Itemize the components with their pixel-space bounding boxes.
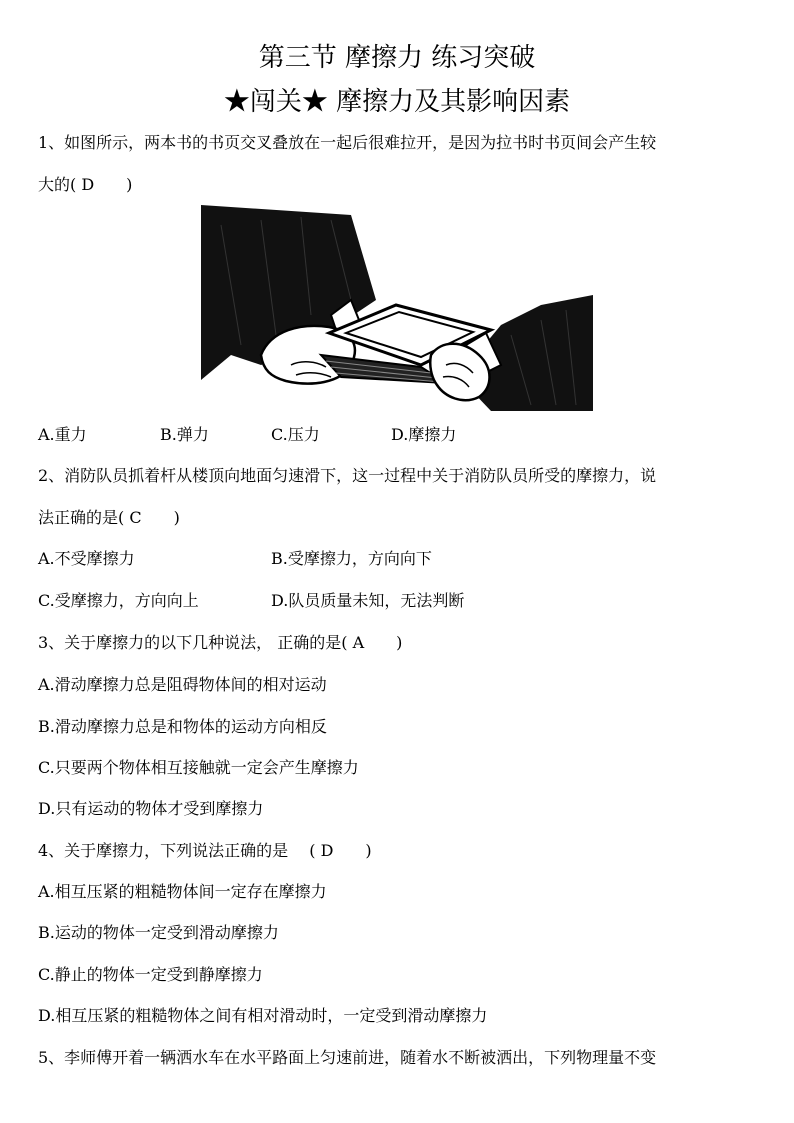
question-1-option-c: C.压力 <box>271 425 320 444</box>
question-4-option-c: C.静止的物体一定受到静摩擦力 <box>38 965 263 984</box>
question-3-option-a: A.滑动摩擦力总是阻碍物体间的相对运动 <box>38 675 327 694</box>
question-4-text: 4、关于摩擦力，下列说法正确的是 ( D ) <box>38 841 372 860</box>
question-3-option-b: B.滑动摩擦力总是和物体的运动方向相反 <box>38 717 327 736</box>
question-4-option-d: D.相互压紧的粗糙物体之间有相对滑动时，一定受到滑动摩擦力 <box>38 1006 488 1025</box>
question-5-text: 5、李师傅开着一辆洒水车在水平路面上匀速前进，随着水不断被洒出，下列物理量不变 <box>38 1048 657 1067</box>
section-subtitle: ★闯关★ 摩擦力及其影响因素 <box>223 87 571 117</box>
question-1-option-b: B.弹力 <box>160 425 209 444</box>
question-1-option-a: A.重力 <box>38 425 87 444</box>
question-2-option-d: D.队员质量未知，无法判断 <box>271 591 465 610</box>
question-4-option-b: B.运动的物体一定受到滑动摩擦力 <box>38 923 279 942</box>
question-2-option-b: B.受摩擦力，方向向下 <box>271 549 432 568</box>
question-1-text: 1、如图所示，两本书的书页交叉叠放在一起后很难拉开，是因为拉书时书页间会产生较 <box>38 133 657 152</box>
question-1-option-d: D.摩擦力 <box>391 425 457 444</box>
question-2-text-cont: 法正确的是( C ) <box>38 508 180 527</box>
question-2-option-a: A.不受摩擦力 <box>38 549 135 568</box>
question-3-option-c: C.只要两个物体相互接触就一定会产生摩擦力 <box>38 758 359 777</box>
question-4-option-a: A.相互压紧的粗糙物体间一定存在摩擦力 <box>38 882 327 901</box>
question-1-text-cont: 大的( D ) <box>38 175 133 194</box>
question-2-text: 2、消防队员抓着杆从楼顶向地面匀速滑下，这一过程中关于消防队员所受的摩擦力，说 <box>38 466 657 485</box>
page-title: 第三节 摩擦力 练习突破 <box>258 43 536 73</box>
question-2-option-c: C.受摩擦力，方向向上 <box>38 591 199 610</box>
question-3-option-d: D.只有运动的物体才受到摩擦力 <box>38 799 264 818</box>
question-3-text: 3、关于摩擦力的以下几种说法， 正确的是( A ) <box>38 633 403 652</box>
books-interleaved-figure <box>201 205 593 411</box>
